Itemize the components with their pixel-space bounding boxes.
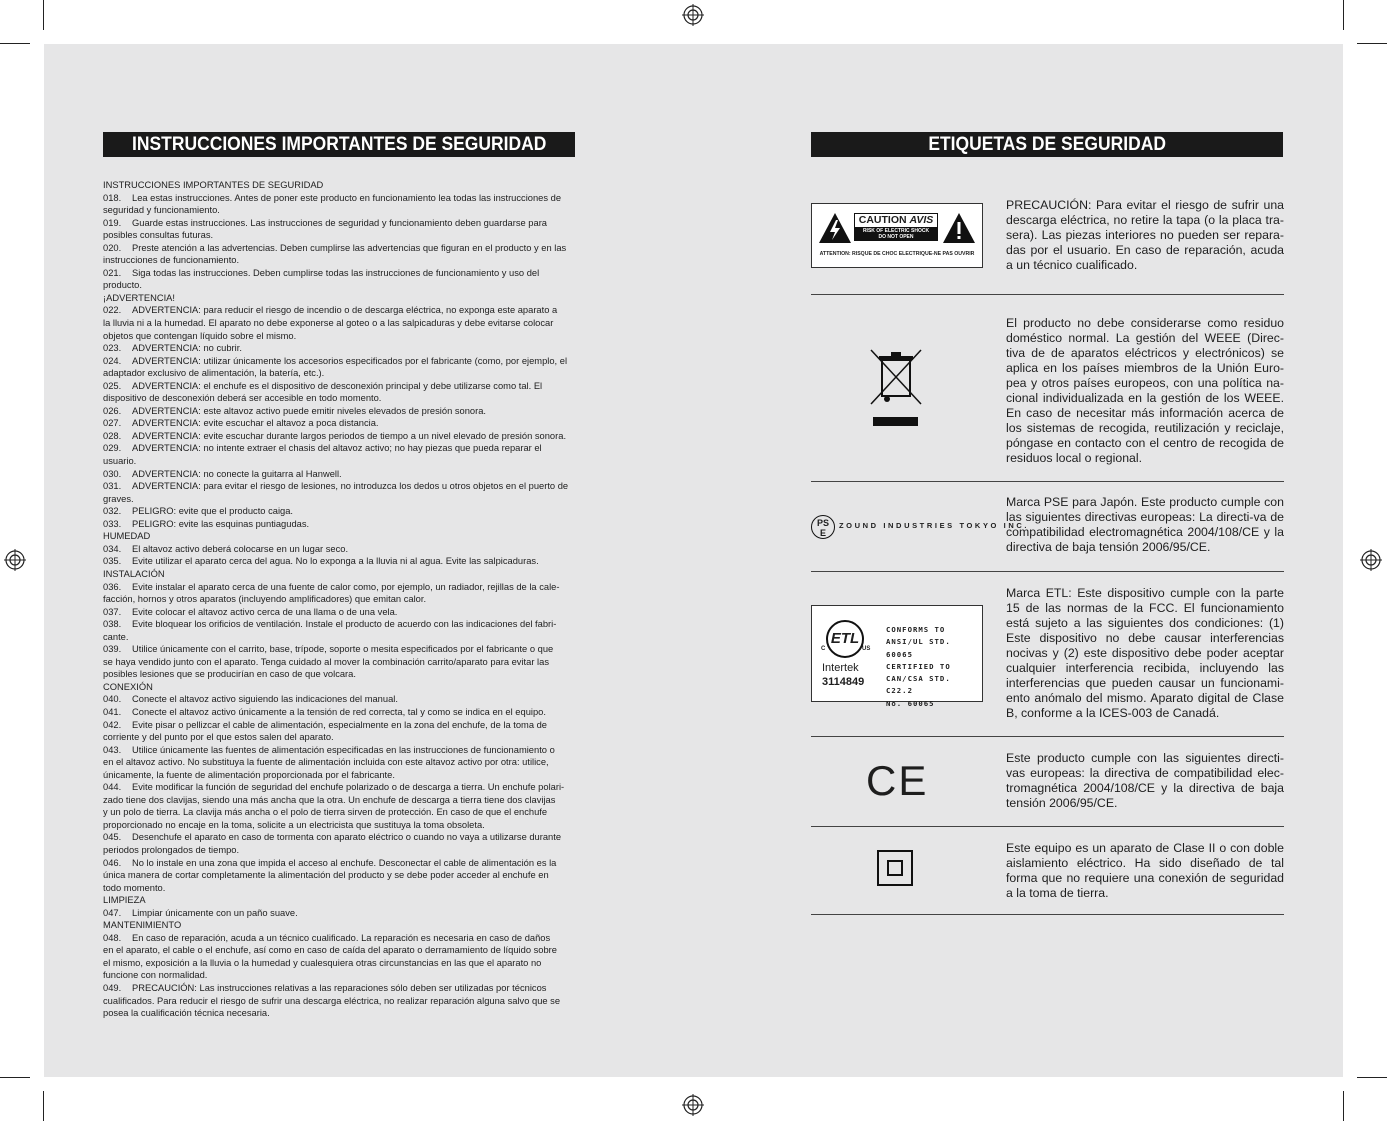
caution-title bbox=[854, 213, 938, 228]
instruction-line bbox=[103, 882, 621, 895]
instruction-line bbox=[103, 468, 621, 481]
instruction-text: periodos prolongados de tiempo. bbox=[103, 844, 240, 855]
class-ii-double-square-icon bbox=[877, 850, 913, 886]
instruction-text: LIMPIEZA bbox=[103, 895, 146, 906]
instruction-line bbox=[103, 794, 621, 807]
registration-mark-icon bbox=[682, 4, 704, 26]
registration-mark-icon bbox=[1360, 549, 1382, 571]
instruction-line bbox=[103, 267, 621, 280]
instruction-line bbox=[103, 593, 621, 606]
pse-company: ZOUND INDUSTRIES TOKYO INC. bbox=[839, 521, 1030, 530]
instruction-line bbox=[103, 455, 621, 468]
crop-mark bbox=[43, 0, 44, 30]
instruction-number: 040. bbox=[103, 694, 122, 705]
instruction-line bbox=[103, 857, 621, 870]
instruction-text: PELIGRO: evite que el producto caiga. bbox=[132, 506, 294, 517]
instruction-line bbox=[103, 631, 621, 644]
instruction-text: Guarde estas instrucciones. Las instrucciones de seguridad y funcionamiento deben guardarse para bbox=[132, 217, 548, 228]
crop-mark bbox=[1343, 1091, 1344, 1121]
instruction-text: todo momento. bbox=[103, 882, 166, 893]
instruction-line bbox=[103, 355, 621, 368]
instruction-number: 044. bbox=[103, 782, 122, 793]
instruction-number: 035. bbox=[103, 556, 122, 567]
instructions-list bbox=[103, 179, 621, 1020]
instruction-line bbox=[103, 982, 621, 995]
instruction-line bbox=[103, 342, 621, 355]
instruction-line bbox=[103, 643, 621, 656]
instruction-number: 021. bbox=[103, 267, 122, 278]
instruction-text: Desenchufe el aparato en caso de tormenta con aparato eléctrico o cuando no vaya a utilizarse durante bbox=[132, 832, 562, 843]
instruction-number: 030. bbox=[103, 468, 122, 479]
divider bbox=[811, 826, 1284, 827]
pse-description: Marca PSE para Japón. Este producto cumple con las siguientes directivas europeas: La directi-va de compatibilidad electromagnética 2004/108/CE y la directiva de baja tensión 2006/95/CE. bbox=[1006, 495, 1284, 554]
instruction-text: HUMEDAD bbox=[103, 531, 151, 542]
instruction-text: Evite modificar la función de seguridad del enchufe polarizado o de descarga a tierra. Un enchufe polari- bbox=[132, 782, 565, 793]
instruction-text: ADVERTENCIA: evite escuchar durante largos periodos de tiempo a un nivel elevado de presión sonora. bbox=[132, 430, 567, 441]
instruction-line bbox=[103, 380, 621, 393]
instruction-line bbox=[103, 731, 621, 744]
instruction-line bbox=[103, 1007, 621, 1020]
etl-conforms-line: No. 60065 bbox=[886, 698, 935, 708]
instruction-text: producto. bbox=[103, 280, 142, 291]
instruction-text: ADVERTENCIA: para reducir el riesgo de incendio o de descarga eléctrica, no exponga este aparato a bbox=[132, 305, 558, 316]
instruction-line bbox=[103, 656, 621, 669]
instruction-number: 023. bbox=[103, 343, 122, 354]
divider bbox=[811, 571, 1284, 572]
instruction-text: ¡ADVERTENCIA! bbox=[103, 292, 175, 303]
lightning-warning-icon bbox=[818, 212, 852, 244]
crop-mark bbox=[1357, 1077, 1387, 1078]
instruction-line bbox=[103, 417, 621, 430]
instruction-line bbox=[103, 869, 621, 882]
etl-conforms-text bbox=[886, 624, 982, 710]
banner-text: ETIQUETAS DE SEGURIDAD bbox=[928, 134, 1166, 155]
attention-text: ATTENTION: RISQUE DE CHOC ELECTRIQUE-NE PAS OUVRIR bbox=[819, 251, 975, 257]
instruction-number: 043. bbox=[103, 744, 122, 755]
instruction-number: 037. bbox=[103, 606, 122, 617]
instruction-line bbox=[103, 405, 621, 418]
instruction-number: 027. bbox=[103, 418, 122, 429]
instruction-line bbox=[103, 618, 621, 631]
instruction-number: 032. bbox=[103, 506, 122, 517]
exclamation-warning-icon bbox=[942, 212, 976, 244]
instruction-number: 041. bbox=[103, 706, 122, 717]
instruction-text: instrucciones de funcionamiento. bbox=[103, 255, 240, 266]
instruction-number: 047. bbox=[103, 907, 122, 918]
instruction-line bbox=[103, 204, 621, 217]
instruction-line bbox=[103, 581, 621, 594]
etl-number: 3114849 bbox=[822, 676, 865, 688]
pse-logo-top: PS bbox=[816, 518, 829, 528]
instruction-line bbox=[103, 392, 621, 405]
instruction-text: posea la cualificación técnica necesaria. bbox=[103, 1008, 270, 1019]
instruction-text: Evite pisar o pellizcar el cable de alimentación, especialmente en la zona del enchufe, de la toma de bbox=[132, 719, 548, 730]
instruction-text: Lea estas instrucciones. Antes de poner este producto en funcionamiento lea todas las instrucciones de bbox=[132, 192, 562, 203]
instruction-line bbox=[103, 367, 621, 380]
instruction-line bbox=[103, 932, 621, 945]
instruction-number: 026. bbox=[103, 405, 122, 416]
etl-description: Marca ETL: Este dispositivo cumple con la parte 15 de las normas de la FCC. El funcionamiento está sujeto a las siguientes dos condiciones: (1) Este dispositivo no debe causar interferencias nocivas y (2) este dispositivo debe poder aceptar cualquier interferencia recibida, incluyendo las interferencias que pueden causar un funcionami-ento anómalo del mismo. Aparato digital de Clase B, conforme a la ICES-003 de Canadá. bbox=[1006, 586, 1284, 720]
banner-text: INSTRUCCIONES IMPORTANTES DE SEGURIDAD bbox=[131, 134, 547, 155]
instruction-text: se haya vendido junto con el aparato. Tenga cuidado al mover la combinación carrito/aparato para evitar las bbox=[103, 656, 550, 667]
instruction-line bbox=[103, 781, 621, 794]
instruction-text: posibles lesiones que se producirían en caso de que volcara. bbox=[103, 669, 356, 680]
instruction-text: ADVERTENCIA: no cubrir. bbox=[132, 343, 242, 354]
instruction-text: ADVERTENCIA: evite escuchar el altavoz a poca distancia. bbox=[132, 418, 379, 429]
instruction-text: en el altavoz activo. No substituya la fuente de alimentación incluida con este altavoz activo por otra: utilice, bbox=[103, 757, 549, 768]
instruction-text: PRECAUCIÓN: Las instrucciones relativas a las reparaciones sólo deben ser utilizadas por técnicos bbox=[132, 983, 547, 993]
instruction-line bbox=[103, 179, 621, 192]
instruction-text: y un polo de tierra. La clavija más ancha o el polo de tierra sirven de protección. En caso de que el enchufe bbox=[103, 807, 548, 818]
caution-label bbox=[811, 203, 983, 268]
instruction-text: Conecte el altavoz activo únicamente a la tensión de red correcta, tal y como se indica en el equipo. bbox=[132, 706, 546, 717]
instruction-line bbox=[103, 192, 621, 205]
etl-conforms-line: CONFORMS TO bbox=[886, 625, 946, 634]
instruction-line bbox=[103, 317, 621, 330]
ce-mark-icon: CE bbox=[866, 757, 929, 804]
instruction-number: 049. bbox=[103, 983, 122, 993]
instruction-line bbox=[103, 995, 621, 1008]
instruction-text: el mismo, exposición a la lluvia o la humedad y cualesquiera otras circunstancias en las que el aparato no bbox=[103, 957, 542, 968]
instruction-line bbox=[103, 217, 621, 230]
instruction-text: Evite utilizar el aparato cerca del agua. No lo exponga a la lluvia ni al agua. Evite las salpicaduras. bbox=[132, 556, 539, 567]
instruction-line bbox=[103, 279, 621, 292]
pse-mark bbox=[811, 515, 1030, 539]
etl-conforms-line: CAN/CSA STD. C22.2 bbox=[886, 674, 951, 696]
instruction-line bbox=[103, 919, 621, 932]
etl-label bbox=[811, 605, 983, 708]
instruction-text: ADVERTENCIA: no conecte la guitarra al Hanwell. bbox=[132, 468, 342, 479]
divider bbox=[811, 914, 1284, 915]
section-banner-labels bbox=[811, 132, 1283, 157]
instruction-line bbox=[103, 769, 621, 782]
instruction-text: posibles consultas futuras. bbox=[103, 230, 214, 241]
ce-description: Este producto cumple con las siguientes directi-vas europeas: la directiva de compatibilidad elec-tromagnética 2004/108/CE y la directiva de baja tensión 2006/95/CE. bbox=[1006, 751, 1284, 810]
instruction-text: objetos que contengan líquido sobre el mismo. bbox=[103, 330, 297, 341]
registration-mark-icon bbox=[4, 549, 26, 571]
divider bbox=[811, 294, 1284, 295]
instruction-line bbox=[103, 681, 621, 694]
instruction-text: facción, hornos y otros aparatos (incluyendo amplificadores) que emitan calor. bbox=[103, 594, 427, 605]
instruction-text: ADVERTENCIA: no intente extraer el chasis del altavoz activo; no hay piezas que pueda reparar el bbox=[132, 443, 542, 454]
instruction-text: funcione con normalidad. bbox=[103, 970, 208, 981]
instruction-line bbox=[103, 505, 621, 518]
instruction-number: 022. bbox=[103, 305, 122, 316]
instruction-number: 024. bbox=[103, 355, 122, 366]
crop-mark bbox=[0, 1077, 30, 1078]
instruction-line bbox=[103, 242, 621, 255]
instruction-text: proporcionado no encaje en la toma, solicite a un electricista que sustituya la toma obsoleta. bbox=[103, 819, 485, 830]
instruction-number: 045. bbox=[103, 832, 122, 843]
instruction-number: 029. bbox=[103, 443, 122, 454]
caution-description: PRECAUCIÓN: Para evitar el riesgo de sufrir una descarga eléctrica, no retire la tapa (o la placa tra-sera). Las piezas interiores no pueden ser repara-das por el usuario. En caso de reparación, acuda a un técnico cualificado. bbox=[1006, 198, 1284, 272]
instruction-text: El altavoz activo deberá colocarse en un lugar seco. bbox=[132, 543, 349, 554]
instruction-text: ADVERTENCIA: para evitar el riesgo de lesiones, no introduzca los dedos u otros objetos en el puerto de bbox=[132, 481, 569, 492]
instruction-number: 020. bbox=[103, 242, 122, 253]
crop-mark bbox=[1357, 43, 1387, 44]
instruction-line bbox=[103, 606, 621, 619]
instruction-line bbox=[103, 292, 621, 305]
etl-conforms-line: ANSI/UL STD. 60065 bbox=[886, 637, 951, 659]
instruction-text: dispositivo de desconexión deberá ser accesible en todo momento. bbox=[103, 393, 382, 404]
instruction-text: PELIGRO: evite las esquinas puntiagudas. bbox=[132, 518, 310, 529]
crop-mark bbox=[1343, 0, 1344, 30]
instruction-line bbox=[103, 831, 621, 844]
instruction-text: graves. bbox=[103, 493, 134, 504]
class-ii-description: Este equipo es un aparato de Clase II o con doble aislamiento eléctrico. Ha sido diseñado de tal forma que no requiere una conexión de seguridad a la toma de tierra. bbox=[1006, 841, 1284, 900]
instruction-text: Evite instalar el aparato cerca de una fuente de calor como, por ejemplo, un radiador, rejillas de la cale- bbox=[132, 581, 560, 592]
instruction-number: 039. bbox=[103, 644, 122, 655]
divider bbox=[811, 736, 1284, 737]
avis-word: AVIS bbox=[909, 214, 934, 226]
instruction-text: INSTALACIÓN bbox=[103, 568, 165, 579]
crop-mark bbox=[43, 1091, 44, 1121]
instruction-line bbox=[103, 442, 621, 455]
risk-strip bbox=[854, 228, 938, 241]
etl-logo-icon: ETL bbox=[826, 620, 864, 658]
caution-box bbox=[854, 213, 938, 239]
instruction-line bbox=[103, 706, 621, 719]
instruction-text: zado tiene dos clavijas, siendo una más ancha que la otra. Un enchufe de descarga a tierra tiene dos clavijas bbox=[103, 794, 556, 805]
instruction-line bbox=[103, 969, 621, 982]
instruction-text: única manera de cortar completamente la alimentación del producto y se debe poder acceder al enchufe en bbox=[103, 870, 549, 881]
instruction-line bbox=[103, 530, 621, 543]
instruction-number: 025. bbox=[103, 380, 122, 391]
instruction-line bbox=[103, 844, 621, 857]
instruction-text: ADVERTENCIA: utilizar únicamente los accesorios especificados por el fabricante (como, por ejemplo, el bbox=[132, 355, 568, 366]
etl-c: C bbox=[821, 646, 826, 652]
instruction-text: Preste atención a las advertencias. Deben cumplirse las advertencias que figuran en el producto y en las bbox=[132, 242, 567, 253]
instruction-number: 038. bbox=[103, 619, 122, 630]
instruction-text: Conecte el altavoz activo siguiendo las indicaciones del manual. bbox=[132, 694, 398, 705]
instruction-line bbox=[103, 756, 621, 769]
instruction-text: Siga todas las instrucciones. Deben cumplirse todas las instrucciones de funcionamiento y uso del bbox=[132, 267, 540, 278]
instruction-text: Limpiar únicamente con un paño suave. bbox=[132, 907, 298, 918]
registration-mark-icon bbox=[682, 1094, 704, 1116]
instruction-text: Utilice únicamente con el carrito, base, trípode, soporte o mesita especificados por el fabricante o que bbox=[132, 644, 554, 655]
instruction-text: No lo instale en una zona que impida el acceso al enchufe. Desconectar el cable de alimentación es la bbox=[132, 857, 557, 868]
instruction-line bbox=[103, 543, 621, 556]
instruction-line bbox=[103, 693, 621, 706]
instruction-line bbox=[103, 568, 621, 581]
instruction-text: usuario. bbox=[103, 456, 137, 467]
instruction-text: INSTRUCCIONES IMPORTANTES DE SEGURIDAD bbox=[103, 180, 324, 190]
instruction-line bbox=[103, 957, 621, 970]
etl-conforms-line: CERTIFIED TO bbox=[886, 661, 951, 671]
instruction-line bbox=[103, 907, 621, 920]
instruction-number: 018. bbox=[103, 192, 122, 203]
instruction-text: Utilice únicamente las fuentes de alimentación especificadas en las instrucciones de funcionamiento o bbox=[132, 744, 555, 755]
crop-mark bbox=[0, 43, 30, 44]
instruction-line bbox=[103, 229, 621, 242]
instruction-line bbox=[103, 668, 621, 681]
instruction-number: 048. bbox=[103, 932, 122, 943]
risk-line: RISK OF ELECTRIC SHOCK bbox=[862, 228, 930, 234]
instruction-number: 019. bbox=[103, 217, 122, 228]
caution-word: CAUTION bbox=[858, 214, 907, 226]
instruction-text: corriente y del punto por el que estos salen del aparato. bbox=[103, 732, 334, 743]
instruction-text: Evite colocar el altavoz activo cerca de una llama o de una vela. bbox=[132, 606, 398, 617]
instruction-text: cualificados. Para reducir el riesgo de sufrir una descarga eléctrica, no realizar reparación alguna salvo que se bbox=[103, 995, 561, 1006]
instruction-line bbox=[103, 493, 621, 506]
instruction-text: En caso de reparación, acuda a un técnico cualificado. La reparación es necesaria en caso de daños bbox=[132, 932, 551, 943]
instruction-number: 036. bbox=[103, 581, 122, 592]
instruction-number: 042. bbox=[103, 719, 122, 730]
instruction-text: ADVERTENCIA: el enchufe es el dispositivo de desconexión principal y debe utilizarse como tal. El bbox=[132, 380, 543, 391]
instruction-line bbox=[103, 430, 621, 443]
instruction-text: adaptador exclusivo de alimentación, la batería, etc.). bbox=[103, 368, 325, 379]
instruction-line bbox=[103, 944, 621, 957]
instruction-text: únicamente, la fuente de alimentación proporcionada por el fabricante. bbox=[103, 769, 395, 780]
instruction-text: en el aparato, el cable o el enchufe, así como en caso de caída del aparato o derramamiento de líquido sobre bbox=[103, 945, 557, 956]
instruction-line bbox=[103, 480, 621, 493]
instruction-number: 031. bbox=[103, 481, 122, 492]
instruction-line bbox=[103, 894, 621, 907]
weee-crossed-bin-icon bbox=[868, 346, 924, 428]
divider bbox=[811, 481, 1284, 482]
instruction-number: 033. bbox=[103, 518, 122, 529]
instruction-text: ADVERTENCIA: este altavoz activo puede emitir niveles elevados de presión sonora. bbox=[132, 405, 487, 416]
instruction-text: CONEXIÓN bbox=[103, 681, 153, 692]
pse-logo-bottom: E bbox=[819, 528, 826, 538]
section-banner-instructions bbox=[103, 132, 575, 157]
instruction-line bbox=[103, 806, 621, 819]
instruction-text: cante. bbox=[103, 631, 129, 642]
instruction-number: 034. bbox=[103, 543, 122, 554]
instruction-text: la lluvia ni a la humedad. El aparato no debe exponerse al goteo o a las salpicaduras y debe evitarse colocar bbox=[103, 318, 554, 329]
etl-us: US bbox=[862, 646, 871, 652]
instruction-text: Evite bloquear los orificios de ventilación. Instale el producto de acuerdo con las indicaciones del fabri- bbox=[132, 619, 557, 630]
weee-description: El producto no debe considerarse como residuo doméstico normal. La gestión del WEEE (Direc-tiva de de aparatos eléctricos y electrónicos) se aplica en los países miembros de la Unión Euro-pea y otros países europeos, con una política na-cional individualizada en la gestión de los WEEE. En caso de necesitar más información acerca de los sistemas de recogida, reutilización y reciclaje, póngase en contacto con el centro de recogida de residuos local o regional. bbox=[1006, 316, 1284, 465]
instruction-number: 028. bbox=[103, 430, 122, 441]
instruction-text: seguridad y funcionamiento. bbox=[103, 205, 220, 216]
pse-logo-icon bbox=[811, 515, 835, 539]
intertek-text: Intertek bbox=[822, 662, 859, 674]
instruction-line bbox=[103, 744, 621, 757]
risk-line: DO NOT OPEN bbox=[878, 234, 914, 240]
instruction-line bbox=[103, 330, 621, 343]
instruction-line bbox=[103, 719, 621, 732]
instruction-line bbox=[103, 819, 621, 832]
instruction-line bbox=[103, 518, 621, 531]
instruction-line bbox=[103, 304, 621, 317]
instruction-line bbox=[103, 254, 621, 267]
instruction-number: 046. bbox=[103, 857, 122, 868]
instruction-text: MANTENIMIENTO bbox=[103, 920, 182, 931]
instruction-line bbox=[103, 555, 621, 568]
